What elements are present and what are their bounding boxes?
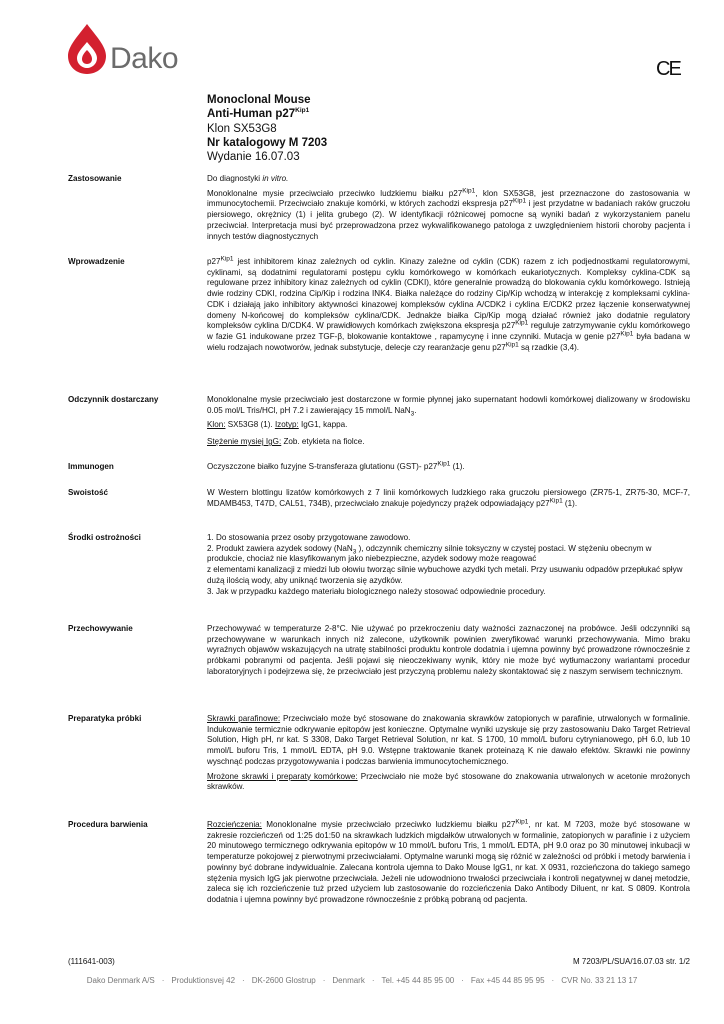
section-label: Swoistość <box>68 488 109 497</box>
paragraph: Przechowywać w temperaturze 2-8°C. Nie używać po przekroczeniu daty ważności zaznaczonej na probówce. Jeśli odczynniki są przechowywane w warunkach innych niż zalecone, użytkownik powinien zweryfikować warunki przechowywania. Mimo braku wyraźnych objawów wskazujących na utratę stabilności produktu kontrole dodatnia i ujemna powinny być prowadzone równocześnie z próbkami pobranymi od pacjenta. Jeśli pojawi się nieoczekiwany wynik, który nie może być wytłumaczony wariantami procedur laboratoryjnych i podejrzewa się, że przeciwciało jest przyczyną problemu należy skontaktować się z naszym serwisem technicznym. <box>207 624 690 676</box>
product-type: Monoclonal Mouse <box>207 94 311 106</box>
paragraph: Klon: SX53G8 (1). Izotyp: IgG1, kappa. <box>207 420 348 430</box>
section-immunogen <box>68 462 690 477</box>
section-swoistosc <box>68 488 690 513</box>
company-name: Dako Denmark A/S <box>86 976 155 985</box>
product-name: Anti-Human $p27^{Kip1}$ <box>207 107 310 121</box>
list-item: 2. Produkt zawiera azydek sodowy (NaN$_3$ ), odczynnik chemiczny silnie toksyczny w czystej postaci. W stężeniu obecnym w produkcie, chociaż nie klasyfikowanym jako niebezpieczne, azydek sodowy może reagować <box>207 543 652 564</box>
section-przechowywanie <box>68 624 690 682</box>
edition: Wydanie 16.07.03 <box>207 151 300 164</box>
dako-logo <box>66 22 190 76</box>
paragraph: Skrawki parafinowe: Przeciwciało może być stosowane do znakowania skrawków zatopionych w parafinie, utrwalonych w formalinie. Indukowanie termicznie odkrywanie epitopów jest konieczne. Optymalne wyniki uzyskuje się przy zastosowaniu Dako Target Retrieval Solution, High pH, nr kat. S 3308, Dako Target Retrieval Solution, nr kat. S 1700, 10 mmol/L buforu cytrynianowego, pH 6.0, lub 10 mmol/L buforu Tris, 1 mmol/L EDTA, pH 9.0. Wstępne traktowanie tkanek proteinazą K nie dawało efektów. Skrawki nie powinny wyschnąć podczas przygotowywania i podczas barwienia immunocytochemicznego. <box>207 714 690 766</box>
company-tel: Tel. +45 44 85 95 00 <box>381 976 455 985</box>
paragraph: Monoklonalne mysie przeciwciało przeciwko ludzkiemu białku $p27^{Kip1}$, klon SX53G8, jest przeznaczone do zastosowania w immunocytochemii. Przeciwciało znakuje komórki, w których zachodzi ekspresja $p27^{Kip1}$ i jest przydatne w badaniach raków gruczołu piersiowego, okrężnicy (1) i jelita grubego (2). W identyfikacji różnicowej pomocne są wyniki badań z wykorzystaniem panelu przeciwciał. Interpretacja musi być przeprowadzona przez wykwalifikowanego patologa z uwzględnieniem historii choroby pacjenta i innych testów diagnostycznych <box>207 187 691 241</box>
page-reference: M 7203/PL/SUA/16.07.03 str. 1/2 <box>573 957 690 966</box>
paragraph: Oczyszczone białko fuzyjne S-transferaza glutationu (GST)- $p27^{Kip1}$ (1). <box>207 460 465 471</box>
section-odczynnik <box>68 395 690 452</box>
section-preparatyka <box>68 714 690 797</box>
section-label: Wprowadzenie <box>68 257 125 266</box>
section-srodki <box>68 533 690 597</box>
list-item: z elementami kanalizacji z miedzi lub ołowiu tworząc silnie wybuchowe azydki tych metali. Przy usuwaniu odpadów przepłukać spływ dużą ilością wody, aby uniknąć tworzenia się azydków. <box>207 565 683 585</box>
section-zastosowanie <box>68 174 690 246</box>
list-item: 3. Jak w przypadku każdego materiału biologicznego należy stosować odpowiednie procedury. <box>207 586 546 596</box>
brand-name: Dako <box>110 42 179 75</box>
section-label: Odczynnik dostarczany <box>68 395 159 404</box>
section-label: Zastosowanie <box>68 174 122 183</box>
section-label: Przechowywanie <box>68 624 133 633</box>
section-label: Preparatyka próbki <box>68 714 142 723</box>
list-item: 1. Do stosowania przez osoby przygotowane zawodowo. <box>207 533 411 542</box>
paragraph: Rozcieńczenia: Monoklonalne mysie przeciwciało przeciwko ludzkiemu białku $p27^{Kip1}$, nr kat. M 7203, może być stosowane w zakresie rozcieńczeń od 1:25 do1:50 na skrawkach ludzkich migdałków utrwalonych w formalinie, zatopionych w parafinie i z użyciem 20 minutowego termicznego odkrywania epitopów w 10 mmol/L buforu Tris, 1 mmol/L EDTA, pH 9.0 oraz po 30 minutowej inkubacji w temperaturze pokojowej z pierwotnymi przeciwciałami. Optymalne warunki mogą się różnić w zależności od próbki i metody barwienia i powinny być dobrane indywidualnie. Zalecana kontrola ujemna to Dako Mouse IgG1, nr kat. X 0931, rozcieńczona do takiego samego stężenia mysich IgG jak pierwotne przeciwciała. Jeżeli nie udowodniono trwałości przeciwciała i kontroli negatywnej w danej metodzie, zaleca się ich rozcieńczenie tuż przed użyciem lub zastosowanie do rozcieńczenia Dako Antibody Diluent, nr kat. S 0809. Kontrola dodatnia i ujemna powinny być prowadzone równocześnie z próbką pobraną od pacjenta. <box>207 818 690 904</box>
ce-mark: CE <box>656 58 680 80</box>
company-city: DK-2600 Glostrup <box>251 976 316 985</box>
dako-drop-icon <box>66 22 108 76</box>
document-header <box>207 93 627 164</box>
catalog-number: Nr katalogowy M 7203 <box>207 136 328 149</box>
paragraph: Monoklonalne mysie przeciwciało jest dostarczone w formie płynnej jako supernatant hodowli komórkowej dializowany w środowisku 0.05 mol/L Tris/HCl, pH 7.2 i zawierający 15 mmol/L NaN$_3$. <box>207 395 690 418</box>
section-label: Procedura barwienia <box>68 820 148 829</box>
paragraph: Stężenie mysiej IgG: Zob. etykieta na fiolce. <box>207 437 365 447</box>
company-cvr: CVR No. 33 21 13 17 <box>561 976 638 985</box>
company-footer: Dako Denmark A/S · Produktionsvej 42 · DK-2600 Glostrup · Denmark · Tel. +45 44 85 95 00 · Fax +45 44 85 95 95 · CVR No. 33 21 13 17 <box>86 976 638 985</box>
paragraph: Mrożone skrawki i preparaty komórkowe: Przeciwciało nie może być stosowane do znakowania utrwalonych w acetonie mrożonych skrawków. <box>207 771 691 792</box>
paragraph: W Western blottingu lizatów komórkowych z 7 linii komórkowych ludzkiego raka gruczołu piersiowego (ZR75-1, ZR75-30, MCF-7, MDAMB453, T47D, CAL51, 734B), przeciwciało znakuje pojedynczy prążek odpowiadający $p27^{Kip1}$ (1). <box>207 488 690 508</box>
clone: Klon SX53G8 <box>207 122 277 135</box>
paragraph: $p27^{Kip1}$ jest inhibitorem kinaz zależnych od cyklin. Kinazy zależne od cyklin (CDK) razem z ich podjednostkami regulatorowymi, cyklinami, są dodatnimi regulatorami postępu cyklu komórkowego w komórkach eukariotycznych. Kompleksy cyklina-CDK są regulowane przez inhibitory kinaz zależnych od cyklin (CDKI), które generalnie prowadzą do blokowania cyklu komórkowego. Istnieją dwie rodziny CDKI, rodzina Cip/Kip i rodzina INK4. Białka należące do rodziny Cip/Kip wchodzą w interakcję z kompleksami cyklina-CDK i działają jako inhibitory aktywności kinazowej kompleksów cyklina A/CDK2 i cyklina E/CDK2 przez łączenie konserwatywnej domeny N-końcowej do kompleksów cyklina/CDK. Jednakże białka Cip/Kip mogą działać również jako dodatnie regulatory kompleksów cyklina D/CDK4. W prawidłowych komórkach zwiększona ekspresja $p27^{Kip1}$ reguluje zatrzymywanie cyklu komórkowego w fazie G1 indukowane przez TGF-β, blokowanie kontaktowe , rapamycynę i inne czynniki. Mutacja w genie $p27^{Kip1}$ była badana w wielu rodzajach nowotworów, jednak substytucje, delecje czy rearanżacje genu $p27^{Kip1}$ są rzadkie (3,4). <box>207 255 690 352</box>
company-fax: Fax +45 44 85 95 95 <box>470 976 545 985</box>
section-procedura <box>68 820 690 910</box>
section-label: Środki ostrożności <box>68 533 141 542</box>
paragraph: Do diagnostyki in vitro. <box>207 174 289 183</box>
company-address: Produktionsvej 42 <box>171 976 236 985</box>
section-wprowadzenie <box>68 257 690 357</box>
document-id: (111641-003) <box>68 957 115 966</box>
section-label: Immunogen <box>68 462 114 471</box>
company-country: Denmark <box>332 976 365 985</box>
